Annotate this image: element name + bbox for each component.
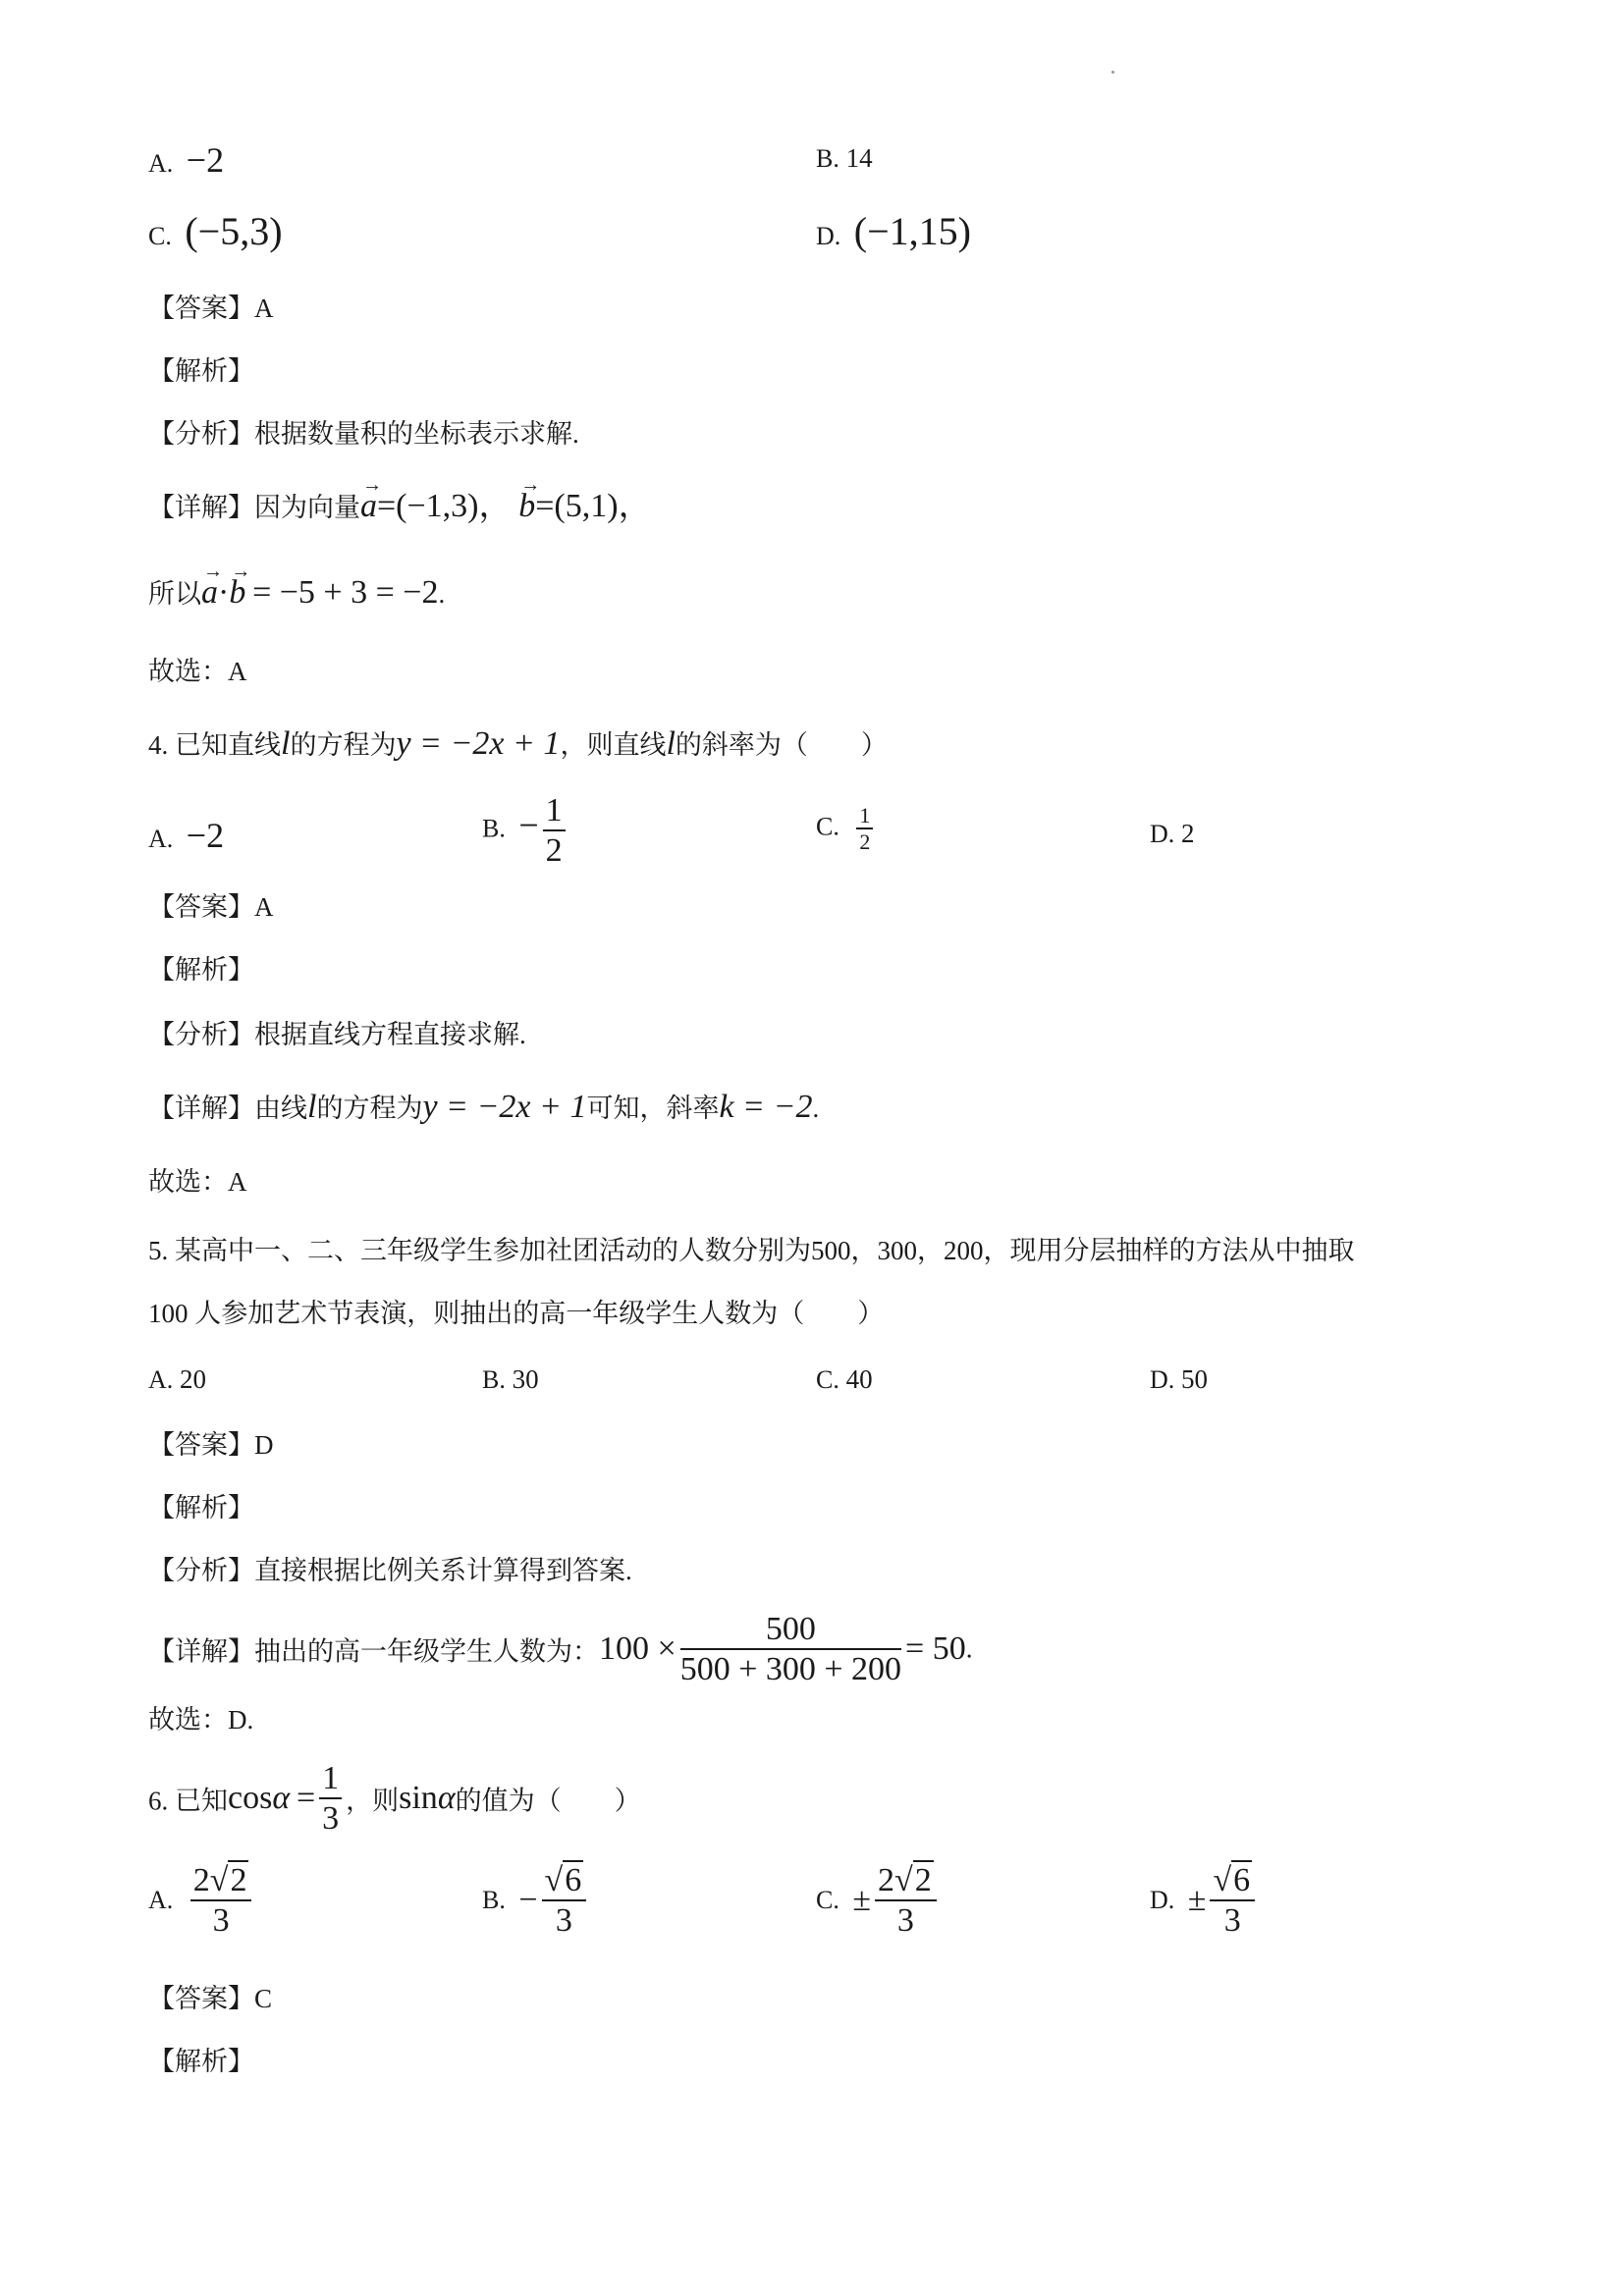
q3-analysis-heading: 【解析】 (148, 356, 254, 386)
q5-stem-line2: 100 人参加艺术节表演，则抽出的高一年级学生人数为（ ） (148, 1299, 885, 1328)
q6-stem: 6. 已知cosα = $\frac{1}{3}$ ，则sinα的值为（ ） (148, 1760, 641, 1838)
q5-analysis-heading: 【解析】 (148, 1493, 254, 1522)
q4-option-b: B. − $\frac{1}{2}$ (482, 791, 569, 870)
q3-calculation: 所以→ a·→ b = −5 + 3 = −2. (148, 573, 445, 614)
q4-option-d: D. 2 (1150, 819, 1195, 848)
q5-fenxi: 【分析】直接根据比例关系计算得到答案. (148, 1556, 632, 1585)
q5-conclusion: 故选：D. (148, 1705, 254, 1735)
scan-speck (1111, 71, 1114, 74)
q5-option-c: C. 40 (816, 1364, 873, 1394)
q6-option-a: A. $\frac{2√2}{3}$ (148, 1861, 255, 1940)
q5-option-a: A. 20 (148, 1364, 207, 1394)
q6-option-b: B. − $\frac{√6}{3}$ (482, 1861, 590, 1940)
q6-option-d: D. ± $\frac{√6}{3}$ (1150, 1861, 1259, 1940)
q3-conclusion: 故选：A (148, 657, 247, 686)
q4-analysis-heading: 【解析】 (148, 955, 254, 985)
q6-answer: 【答案】C (148, 1984, 273, 2013)
q3-answer: 【答案】A (148, 294, 274, 323)
q3-option-a: A. −2 (148, 140, 225, 180)
q6-option-c: C. ± $\frac{2√2}{3}$ (816, 1861, 941, 1940)
q5-option-d: D. 50 (1150, 1364, 1209, 1394)
q3-fenxi: 【分析】根据数量积的坐标表示求解. (148, 419, 579, 449)
q3-option-d: D. (−1,15) (816, 209, 971, 253)
q4-detail: 【详解】由线l的方程为y = −2x + 1可知，斜率k = −2. (148, 1089, 820, 1125)
q4-option-a: A. −2 (148, 816, 225, 855)
q6-analysis-heading: 【解析】 (148, 2047, 254, 2076)
q4-stem: 4. 已知直线l的方程为y = −2x + 1，则直线l的斜率为（ ） (148, 725, 888, 762)
q4-answer: 【答案】A (148, 892, 274, 922)
q3-option-b: B. 14 (816, 143, 873, 173)
q5-answer: 【答案】D (148, 1430, 274, 1460)
q4-option-c: C. $\frac{1}{2}$ (816, 803, 877, 855)
q4-conclusion: 故选：A (148, 1167, 247, 1197)
q4-fenxi: 【分析】根据直线方程直接求解. (148, 1020, 526, 1049)
q5-option-b: B. 30 (482, 1364, 539, 1394)
q5-detail: 【详解】抽出的高一年级学生人数为：100 × $\frac{500}{500 + 300 + 200}$ = 50. (148, 1611, 973, 1688)
q3-option-c: C. (−5,3) (148, 209, 283, 253)
q5-stem-line1: 5. 某高中一、二、三年级学生参加社团活动的人数分别为500，300，200，现用分层抽样的方法从中抽取 (148, 1236, 1355, 1265)
q3-detail: 【详解】因为向量→ a=(−1,3)， → b=(5,1)， (148, 487, 652, 527)
